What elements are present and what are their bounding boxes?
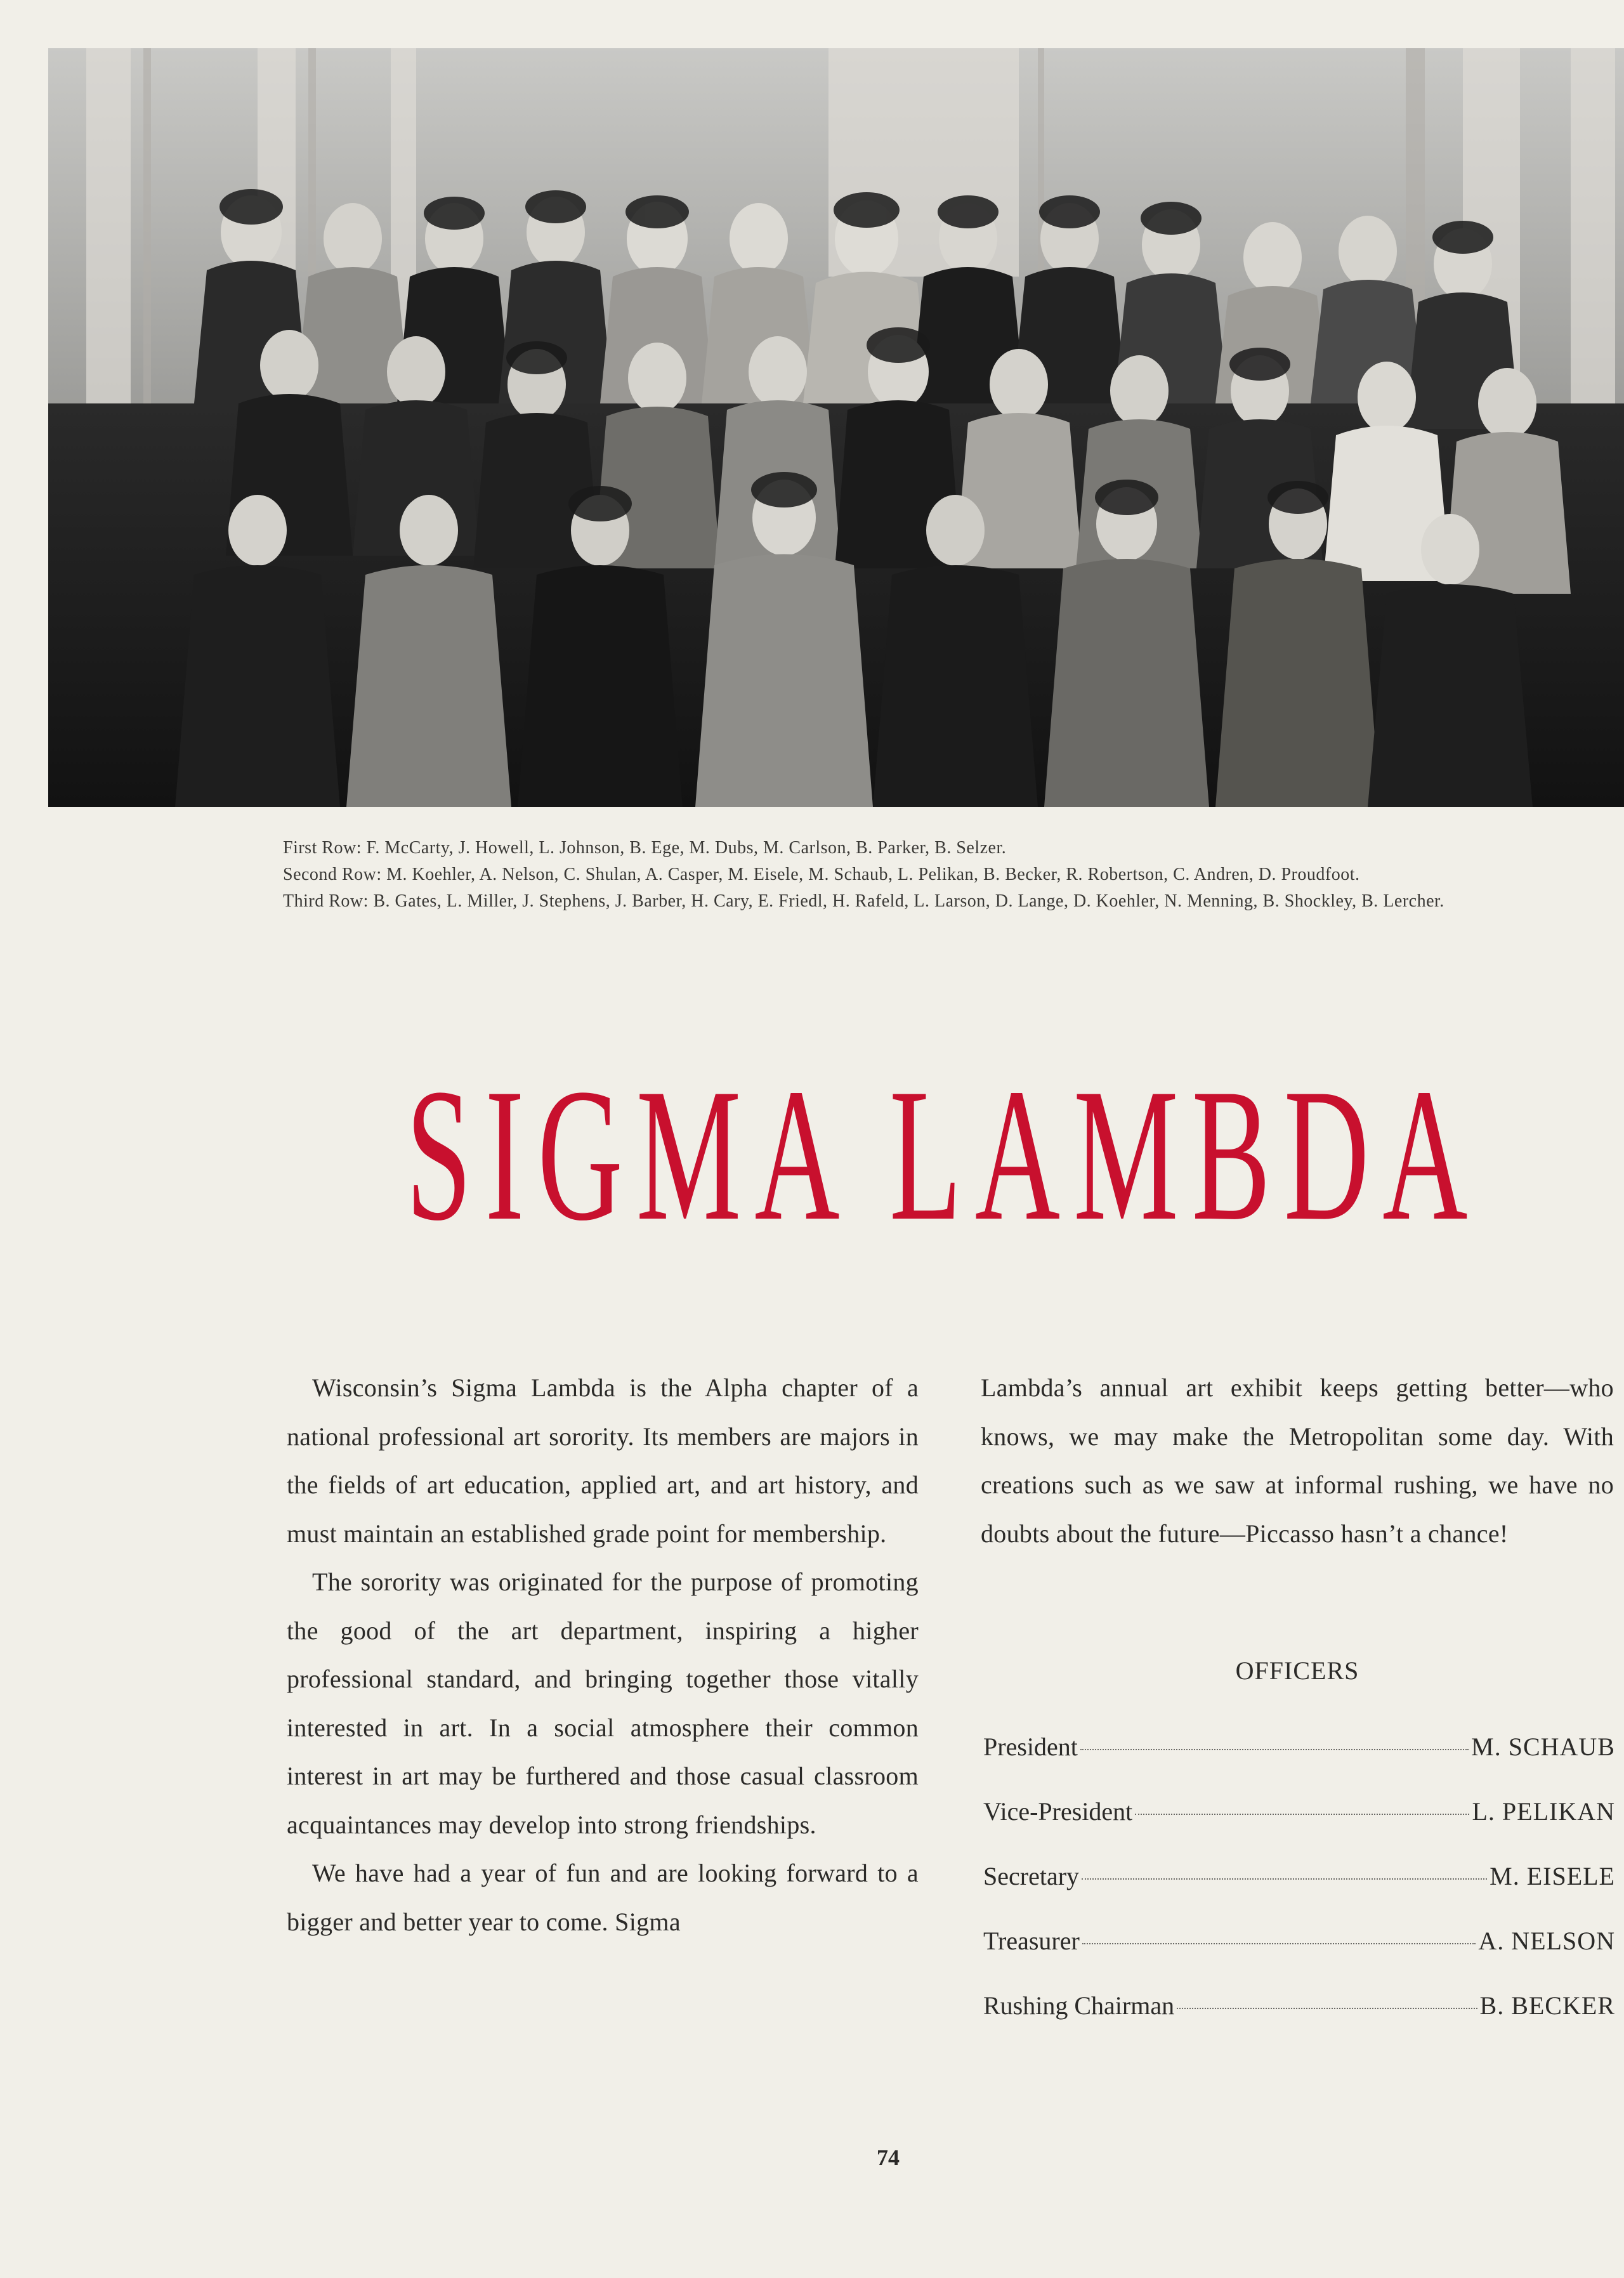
dot-leader [1177, 2008, 1477, 2009]
officers-heading: OFFICERS [1235, 1656, 1359, 1685]
officer-row [983, 1861, 1615, 1926]
dot-leader [1082, 1878, 1487, 1880]
photo-caption [283, 836, 1549, 916]
group-photograph-image [48, 48, 1624, 807]
body-paragraph: We have had a year of fun and are looking forward to a bigger and better year to come. Sigma [287, 1859, 919, 1936]
officer-row [983, 1926, 1615, 1991]
caption-second-row: Second Row: M. Koehler, A. Nelson, C. Shulan, A. Casper, M. Eisele, M. Schaub, L. Pelikan, B. Becker, R. Robertson, C. Andren, D. Proudfoot. [283, 865, 1360, 884]
officer-name: L. PELIKAN [1472, 1797, 1615, 1826]
dot-leader [1135, 1814, 1469, 1815]
caption-third-row: Third Row: B. Gates, L. Miller, J. Stephens, J. Barber, H. Cary, E. Friedl, H. Rafeld, L. Larson, D. Lange, D. Koehler, N. Menning, B. Shockley, B. Lercher. [283, 891, 1444, 911]
officer-row [983, 1732, 1615, 1797]
officer-row [983, 1991, 1615, 2055]
caption-first-row: First Row: F. McCarty, J. Howell, L. Johnson, B. Ege, M. Dubs, M. Carlson, B. Parker, B. Selzer. [283, 838, 1007, 858]
body-column-left [287, 1364, 919, 1946]
body-column-right [981, 1364, 1614, 1558]
body-paragraph: Wisconsin’s Sigma Lambda is the Alpha chapter of a national professional art sorority. Its members are majors in the fields of art education, applied art, and art history, and must maintain an established grade point for membership. [287, 1373, 919, 1548]
officer-role: President [983, 1732, 1078, 1761]
page-title: SIGMA LAMBDA [406, 1049, 1481, 1260]
officer-role: Secretary [983, 1862, 1080, 1890]
dot-leader [1080, 1749, 1469, 1750]
officer-name: M. SCHAUB [1471, 1732, 1615, 1761]
officers-list [983, 1732, 1615, 2055]
officer-role: Rushing Chairman [983, 1991, 1175, 2020]
group-photograph [48, 48, 1624, 807]
page-number: 74 [877, 2145, 900, 2170]
dot-leader [1082, 1943, 1476, 1944]
officer-name: A. NELSON [1478, 1927, 1615, 1955]
body-paragraph: The sorority was originated for the purpose of promoting the good of the art department, inspiring a higher professional standard, and bringing together those vitally interested in art. In a social atmosphere their common interest in art may be furthered and those casual classroom acquaintances may develop into strong friendships. [287, 1568, 919, 1839]
officer-row [983, 1797, 1615, 1861]
officer-name: M. EISELE [1490, 1862, 1615, 1890]
officer-role: Vice-President [983, 1797, 1133, 1826]
officer-role: Treasurer [983, 1927, 1080, 1955]
officer-name: B. BECKER [1479, 1991, 1615, 2020]
body-paragraph: Lambda’s annual art exhibit keeps getting better—who knows, we may make the Metropolitan some day. With creations such as we saw at informal rushing, we have no doubts about the future—Piccasso hasn’t a chance! [981, 1373, 1614, 1548]
